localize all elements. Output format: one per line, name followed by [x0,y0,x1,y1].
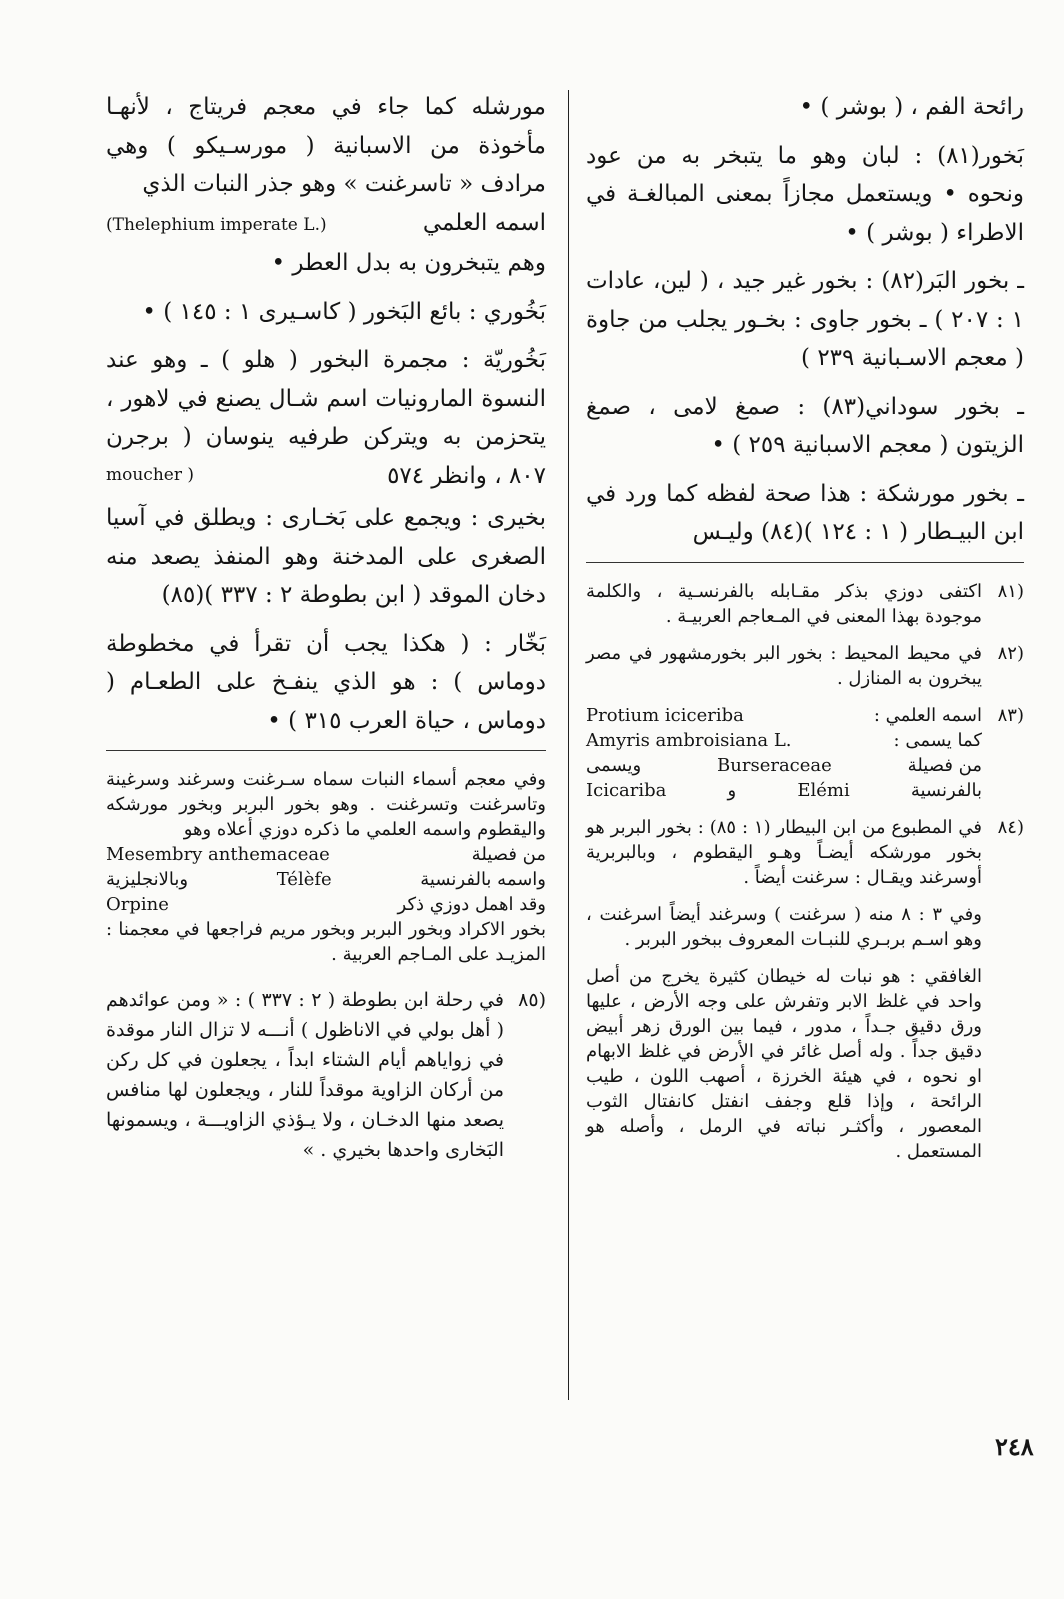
footnote-text [586,703,982,803]
label-text: اسمه العلمي [422,209,546,236]
footnote-text: في رحلة ابن بطوطة ( ٢ : ٣٣٧ ) : « ومن عوائدهم ( أهل بولي في الاناظول ) أنـــه لا تزال النار موقدة في زواياهم أيام الشتاء ابداً ، يجعلون في كل ركن من أركان الزاوية موقداً للنار ، ويجعلون لها منافس يصعد منها الدخـان ، ولا يـؤذي الزاويـــة ، ويسمونها البَخارى واحدها بخيري . » [106,989,504,1161]
entry-paragraph: مورشله كما جاء في معجم فريتاج ، لأنهـا مأخوذة من الاسبانية ( مورسـيكو ) وهي مرادف « تاسرغنت » وهو جذر النبات الذي [106,94,546,197]
footnote-82 [586,641,1024,691]
note-block [106,767,546,967]
note-separator [106,750,546,751]
footnote-84-continuation [586,902,1024,1164]
label-text: و [727,779,737,801]
right-footnotes [586,579,1024,1164]
latin-name: Amyris ambroisiana L. [586,729,792,751]
note-row [106,867,546,892]
latin-name: Télèfe [276,869,332,890]
footnote-number: (٨٢ [997,642,1024,664]
label-text: ويسمى [586,754,642,776]
species-row [586,778,982,803]
entry-paragraph: وهم يتبخرون به بدل العطر • [271,250,546,276]
footnote-paragraph: وفي ٣ : ٨ منه ( سرغنت ) وسرغند أيضاً اسرغنت ، وهو اسـم بربـري للنبـات المعروف ببخور البربر . [586,903,982,950]
entry-paragraph: ـ بخور سوداني(٨٣) : صمغ لامى ، صمغ الزيتون ( معجم الاسبانية ٢٥٩ ) • [586,393,1024,458]
note-row [106,842,546,867]
species-row [106,204,546,245]
footnote-83 [586,703,1024,803]
label-text: واسمه بالفرنسية [420,869,546,890]
label-text: من فصيلة [471,844,546,865]
footnote-text: في المطبوع من ابن البيطار (١ : ٨٥) : بخور البربر هو بخور مورشكه أيضـاً وهـو اليقطوم ، وبالبربرية أوسرغند ويقـال : سرغنت أيضاً . [586,816,982,888]
note-row [106,892,546,917]
note-text: وفي معجم أسماء النبات سماه سـرغنت وسرغند وسرغينة وتاسرغنت وتسرغنت . وهو بخور البربر وبخور مورشكه واليقطوم واسمه العلمي ما ذكره دوزي أعلاه وهو [106,769,546,840]
latin-name: Burseraceae [717,754,832,776]
footnote-paragraph: الغافقي : هو نبات له خيطان كثيرة يخرج من أصل واحد في غلظ الابر وتفرش على وجه الأرض ، عليها ورق دقيق جـداً ، مدور ، فيما بين الورق زهر أبيض دقيق جداً . وله أصل غائر في الأرض في غلظ الابهام او نحوه ، في هيئة الخرزة ، أصهب اللون ، طيب الرائحة ، وإذا قلع وجفف انفتل كانفتال الثوب المعصور ، وأكثـر نباته في الرمل ، وأصله هو المستعمل . [586,965,982,1162]
note-text: بخور الاكراد وبخور البربر وبخور مريم فراجعها في معجمنا : المزيـد على المـاجم العربية . [106,919,546,965]
latin-word: moucher ) [106,465,194,485]
label-text: من فصيلة [907,754,982,776]
footnote-85 [106,985,546,1165]
column-rule [568,90,569,1400]
entry-paragraph: بخيرى : ويجمع على بَخـارى : ويطلق في آسيا الصغرى على المدخنة وهو المنفذ يصعد منه دخان الموقد ( ابن بطوطة ٢ : ٣٣٧ )(٨٥) [106,505,546,608]
page-number: ٢٤٨ [995,1432,1034,1461]
footnote-separator [586,562,1024,563]
label-text: اسمه العلمي : [873,704,982,726]
label-text: وقد اهمل دوزي ذكر [397,894,546,915]
left-main-text [106,88,546,740]
species-row [586,703,982,728]
latin-name: Icicariba [586,779,667,801]
entry-paragraph: ـ بخور مورشكة : هذا صحة لفظه كما ورد في ابن البيـطار ( ١ : ١٢٤ )(٨٤) وليـس [586,480,1024,545]
footnote-text: اكتفى دوزي بذكر مقـابله بالفرنسـية ، والكلمة موجودة بهذا المعنى في المـعاجم العربيـة . [586,580,982,627]
entry-paragraph: بَخُوري : بائع البَخور ( كاسـيرى ١ : ١٤٥ ) • [142,298,546,325]
right-column [586,88,1024,1176]
footnote-number: (٨٥ [518,989,546,1011]
label-text: بالفرنسية [910,779,982,801]
footnote-text: في محيط المحيط : بخور البر بخورمشهور في مصر يبخرون به المنازل . [586,642,982,689]
entry-paragraph: بَخّار : ( هكذا يجب أن تقرأ في مخطوطة دوماس ) : هو الذي ينفـخ على الطعـام ( دوماس ، حياة العرب ٣١٥ ) • [106,630,546,734]
footnote-81 [586,579,1024,629]
latin-name: Orpine [106,894,169,915]
footnote-number: (٨٤ [997,816,1024,838]
entry-paragraph: رائحة الفم ، ( بوشر ) • [799,94,1024,120]
footnote-number: (٨٣ [997,704,1024,726]
left-column [106,88,546,1177]
label-text: وبالانجليزية [106,869,189,890]
species-row [586,728,982,753]
latin-name: Mesembry anthemaceae [106,844,330,865]
label-text: كما يسمى : [893,729,982,751]
left-footnotes [106,985,546,1165]
latin-name: Elémi [797,779,850,801]
entry-paragraph: ـ بخور البَر(٨٢) : بخور غير جيد ، ( لين، عادات ١ : ٢٠٧ ) ـ بخور جاوى : بخـور يجلب من جاوة ( معجم الاسـبانية ٢٣٩ ) [586,268,1024,371]
footnote-number: (٨١ [997,580,1024,602]
entry-paragraph: بَخور(٨١) : لبان وهو ما يتبخر به من عود ونحوه • ويستعمل مجازاً بمعنى المبالغـة في الاطراء ( بوشر ) • [586,142,1024,246]
footnote-84 [586,815,1024,890]
species-row [586,753,982,778]
entry-paragraph: بَخُوريّة : مجمرة البخور ( هلو ) ـ وهو عند النسوة المارونيات اسم شـال يصنع في لاهور ، يتحزمن به ويتركن طرفيه ينوسان ( برجرن ٨٠٧ ، وانظر ٥٧٤ [106,347,546,489]
latin-name: (Thelephium imperate L.) [106,214,327,235]
latin-name: Protium iciceriba [586,704,744,726]
right-main-text [586,88,1024,552]
